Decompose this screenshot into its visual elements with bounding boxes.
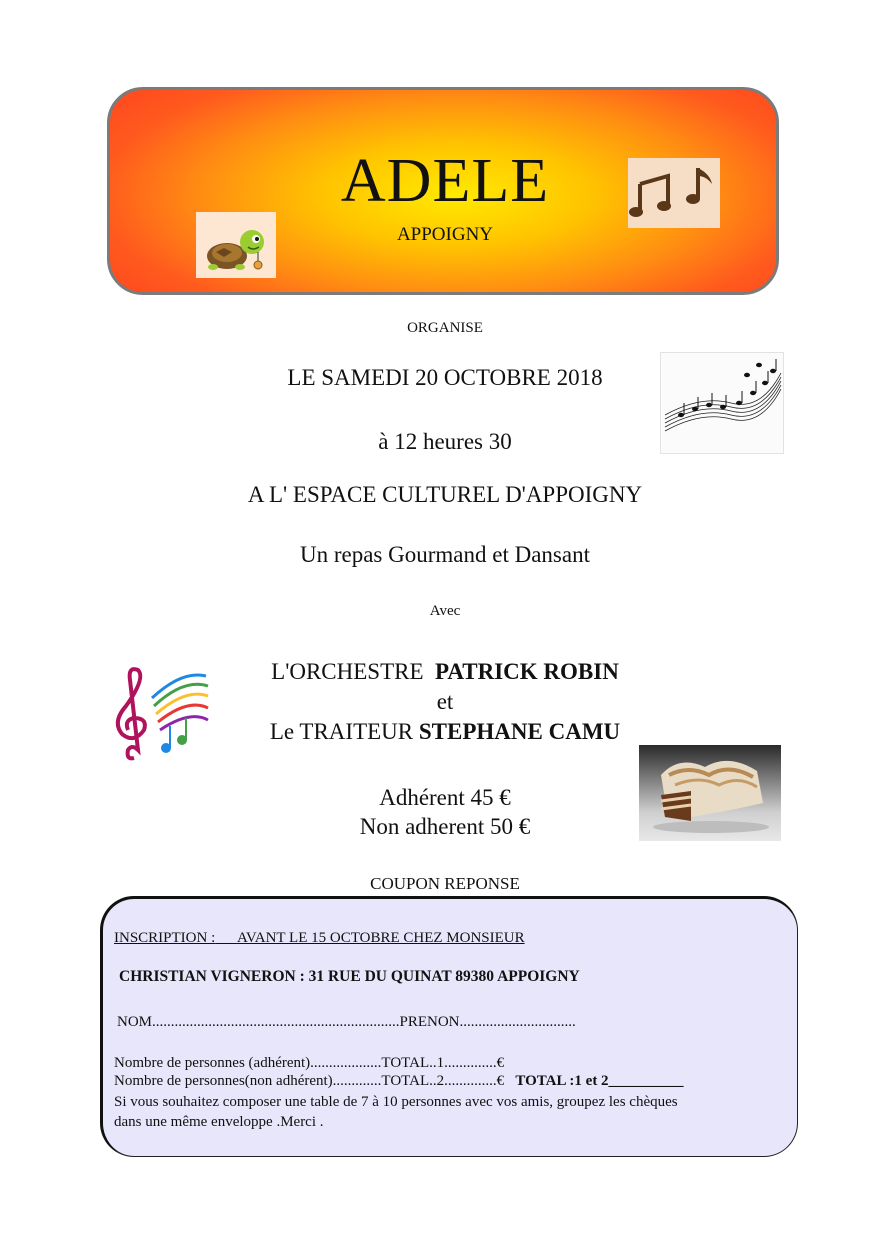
organise-label: ORGANISE (407, 320, 483, 336)
orchestre-line (0, 659, 890, 685)
coupon-note-2: dans une même enveloppe .Merci . (114, 1114, 324, 1130)
event-meal: Un repas Gourmand et Dansant (300, 542, 590, 567)
turtle-icon (196, 212, 276, 278)
traiteur-name: STEPHANE CAMU (418, 719, 621, 744)
coupon-title: COUPON REPONSE (370, 874, 520, 893)
coupon-address: CHRISTIAN VIGNERON : 31 RUE DU QUINAT 89380 APPOIGNY (119, 968, 580, 985)
et-label: et (436, 689, 454, 714)
adherent-line: Nombre de personnes (adhérent)...................TOTAL..1..............€ (114, 1055, 505, 1071)
music-sheet-icon (660, 352, 784, 454)
nom-prenom-line: NOM..................................................................PRENON............................... (117, 1014, 576, 1030)
header-title: ADELE (340, 147, 550, 215)
event-place: A L' ESPACE CULTUREL D'APPOIGNY (247, 482, 643, 507)
header-subtitle: APPOIGNY (396, 224, 494, 245)
traiteur-prefix: Le TRAITEUR (269, 719, 414, 744)
coupon-note-1: Si vous souhaitez composer une table de 7 à 10 personnes avec vos amis, groupez les chèques (114, 1094, 678, 1110)
inscription-text: AVANT LE 15 OCTOBRE CHEZ MONSIEUR (236, 930, 525, 946)
event-time: à 12 heures 30 (378, 429, 512, 454)
traiteur-line (0, 719, 890, 745)
inscription-line (114, 929, 525, 947)
avec-label: Avec (429, 603, 461, 619)
music-notes-icon (628, 158, 720, 228)
orchestre-prefix: L'ORCHESTRE (271, 659, 424, 684)
non-adherent-line (114, 1072, 684, 1090)
orchestre-name: PATRICK ROBIN (435, 659, 619, 684)
inscription-label: INSCRIPTION : (114, 930, 216, 946)
non-adherent-text: Nombre de personnes(non adhérent).............TOTAL..2..............€ (114, 1073, 505, 1089)
price-member: Adhérent 45 € (379, 785, 511, 810)
price-nonmember: Non adherent 50 € (359, 814, 531, 839)
total-label: TOTAL :1 et 2__________ (515, 1073, 684, 1089)
event-date: LE SAMEDI 20 OCTOBRE 2018 (287, 365, 603, 390)
